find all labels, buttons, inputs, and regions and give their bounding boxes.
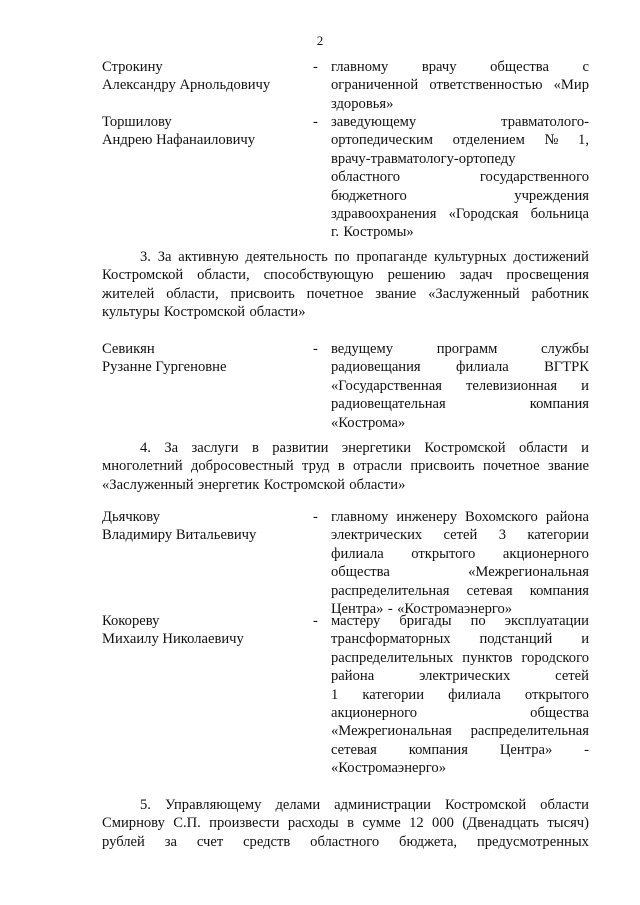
recipient-position (331, 113, 589, 242)
paragraph-line: 5. Управляющему делами администрации Костромской области (140, 797, 589, 813)
recipient-name-line: Севикян (102, 341, 155, 357)
recipient-name-line: Кокореву (102, 613, 160, 629)
decree-paragraph (102, 248, 589, 322)
position-line: ортопедическим отделением № 1, (331, 132, 589, 149)
paragraph-line: Костромской области, способствующую решению задач просвещения (102, 267, 589, 284)
paragraph-line: культуры Костромской области» (102, 304, 306, 321)
position-line: мастеру бригады по эксплуатации (331, 613, 589, 629)
position-line: общества «Межрегиональная (331, 564, 589, 581)
position-line: главному врачу общества с (331, 59, 589, 75)
position-line: распределительных пунктов городского (331, 649, 589, 666)
position-line: электрических сетей 3 категории (331, 527, 589, 544)
recipient-position (331, 612, 589, 778)
position-line: трансформаторных подстанций и (331, 631, 589, 648)
decree-paragraph (102, 439, 589, 494)
position-line: сетевая компания Центра» - (331, 741, 589, 758)
recipient-name-line: Рузанне Гургеновне (102, 359, 227, 376)
position-line: г. Костромы» (331, 224, 414, 241)
position-line: радиовещания филиала ВГТРК (331, 359, 589, 376)
dash-separator: - (313, 341, 318, 357)
paragraph-line: 4. За заслуги в развитии энергетики Костромской области и (140, 440, 589, 456)
position-line: «Межрегиональная распределительная (331, 723, 589, 740)
recipient-name-line: Андрею Нафанаиловичу (102, 132, 256, 149)
position-line: ограниченной ответственностью «Мир (331, 77, 589, 94)
position-line: 1 категории филиала открытого (331, 686, 589, 703)
recipient-name-line: Строкину (102, 59, 163, 75)
paragraph-line: жителей области, присвоить почетное звание «Заслуженный работник (102, 285, 589, 302)
position-line: здоровья» (331, 95, 394, 112)
recipient-name (102, 58, 302, 95)
recipient-position (331, 58, 589, 113)
position-line: врачу-травматологу-ортопеду (331, 150, 516, 167)
position-line: района электрических сетей (331, 668, 589, 685)
recipient-name-line: Владимиру Витальевичу (102, 527, 257, 544)
decree-paragraph (102, 796, 589, 851)
position-line: областного государственного (331, 169, 589, 186)
position-line: ведущему программ службы (331, 341, 589, 357)
recipient-name (102, 612, 302, 649)
recipient-name-line: Михаилу Николаевичу (102, 631, 244, 648)
paragraph-line: многолетний добросовестный труд в отрасли присвоить почетное звание (102, 458, 589, 475)
position-line: главному инженеру Вохомского района (331, 509, 589, 525)
recipient-name-line: Дьячкову (102, 509, 160, 525)
dash-separator: - (313, 613, 318, 629)
recipient-name-line: Торшилову (102, 114, 172, 130)
position-line: филиала открытого акционерного (331, 545, 589, 562)
recipient-position (331, 508, 589, 618)
dash-separator: - (313, 59, 318, 75)
paragraph-line: Смирнову С.П. произвести расходы в сумме 12 000 (Двенадцать тысяч) (102, 815, 589, 832)
recipient-name (102, 508, 302, 545)
position-line: распределительная сетевая компания (331, 582, 589, 599)
position-line: «Костромаэнерго» (331, 760, 446, 777)
position-line: заведующему травматолого- (331, 114, 589, 130)
recipient-position (331, 340, 589, 432)
position-line: радиовещательная компания (331, 396, 589, 413)
position-line: здравоохранения «Городская больница (331, 206, 589, 223)
dash-separator: - (313, 114, 318, 130)
dash-separator: - (313, 509, 318, 525)
recipient-name (102, 340, 302, 377)
recipient-name-line: Александру Арнольдовичу (102, 77, 271, 94)
position-line: «Государственная телевизионная и (331, 377, 589, 394)
paragraph-line: «Заслуженный энергетик Костромской области» (102, 476, 406, 493)
position-line: Центра» - «Костромаэнерго» (331, 601, 513, 618)
page-number: 2 (316, 33, 324, 48)
position-line: «Кострома» (331, 414, 406, 431)
position-line: акционерного общества (331, 705, 589, 722)
paragraph-line: 3. За активную деятельность по пропаганде культурных достижений (140, 249, 589, 265)
position-line: бюджетного учреждения (331, 187, 589, 204)
paragraph-line: рублей за счет средств областного бюджета, предусмотренных (102, 833, 589, 850)
recipient-name (102, 113, 302, 150)
